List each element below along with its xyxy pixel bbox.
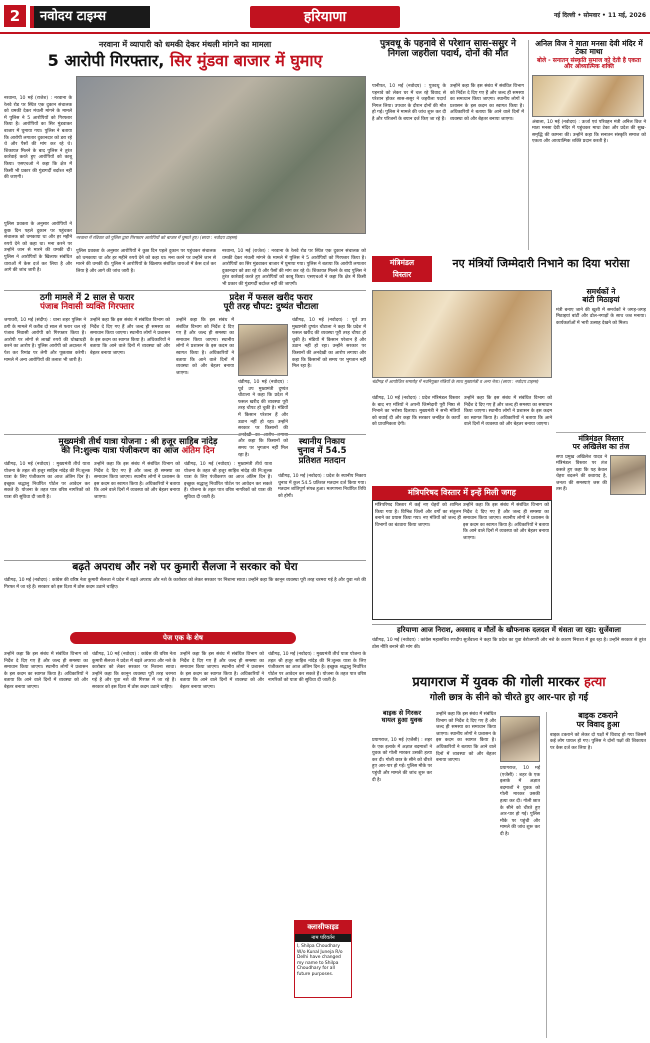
cabinet-tag-2: विस्तार bbox=[392, 270, 412, 279]
bike-story bbox=[372, 710, 432, 736]
classified-ad bbox=[294, 920, 352, 998]
classified-text: I, Shilpa Choudhary W/o Kunal Juneja R/o Delhi have changed my name to Shilpa Choudhary for all future purposes. bbox=[297, 944, 343, 977]
surjewala-headline: हरियाणा आज निराश, अवसाद व मौतों के खौफनाक दलदल में धंसता जा रहा: सुर्जेवाला bbox=[397, 626, 621, 634]
bike-dispute-headline-1: बाइक टकराने bbox=[578, 711, 618, 720]
akhilesh-headline-2: पर अखिलेश का तंज bbox=[572, 442, 630, 452]
supporters-story bbox=[556, 288, 646, 428]
lead-headline-black: 5 आरोपी गिरफ्तार, bbox=[47, 51, 165, 70]
dateline: नई दिल्ली • सोमवार • 11 मई, 2026 bbox=[553, 12, 646, 19]
prayagraj-victim-photo bbox=[500, 716, 540, 762]
bike-dispute-story bbox=[546, 712, 646, 1038]
election-headline bbox=[278, 438, 366, 466]
crop-body-col1: उन्होंने कहा कि इस संबंध में संबंधित विभाग को निर्देश दे दिए गए हैं और जल्द ही समस्या का समाधान किया जाएगा। स्थानीय लोगों ने प्रशासन के इस कदम का स्वागत किया है। अधिकारियों ने बताया कि आने वाले दिनों में व्यवस्था को और बेहतर बनाया जाएगा। bbox=[176, 318, 234, 376]
classified-subtitle: नाम परिवर्तन bbox=[295, 934, 351, 942]
election-headline-2: चुनाव में 54.5 bbox=[297, 446, 347, 457]
lead-headline-red: सिर मुंडवा बाजार में घुमाए bbox=[169, 51, 323, 70]
lead-photo bbox=[76, 76, 366, 234]
page-number: 2 bbox=[4, 5, 26, 27]
supporters-body: मंत्री बनाए जाने की खुशी में समर्थकों ने जगह-जगह मिठाइयां बांटीं और ढोल-नगाड़ों के साथ जश्न मनाया। कार्यकर्ताओं में भारी उत्साह देखने को मिला। bbox=[556, 307, 646, 326]
divider bbox=[372, 624, 646, 625]
lead-body-col1: नरवाना, 10 मई (राजेश) : नरवाना के रेलवे रोड पर स्थित एक दुकान संचालक को धमकी देकर मंथली मांगने के मामले में पुलिस ने 5 आरोपियों को गिरफ्तार किया है। आरोपियों का सिर मुंडवाकर बाजार में घुमाया गया। पुलिस ने बताया कि आरोपी लगातार दुकानदार को डरा रहे थे और पैसों की मांग कर रहे थे। शिकायत मिलने के बाद पुलिस ने तुरंत कार्रवाई करते हुए आरोपियों को काबू किया। एसएचओ ने कहा कि क्षेत्र में किसी भी प्रकार की गुंडागर्दी बर्दाश्त नहीं की जाएगी। bbox=[4, 96, 72, 181]
anil-vij-photo bbox=[532, 75, 644, 117]
prayagraj-subhead: गोली छात्र के सीने को चीरते हुए आर-पार हो गई bbox=[429, 693, 589, 703]
crop-headline bbox=[176, 294, 366, 313]
crop-body-col3: चंडीगढ़, 10 मई (नवोदय) : पूर्व उप मुख्यमंत्री दुष्यंत चौटाला ने कहा कि प्रदेश में फसल खरीद की व्यवस्था पूरी तरह चौपट हो चुकी है। मंडियों में किसान परेशान हैं और उठान नहीं हो रहा। उन्होंने सरकार पर किसानों की अनदेखी का आरोप लगाया और कहा कि किसानों को समय पर भुगतान नहीं मिल रहा है। bbox=[292, 318, 366, 370]
cabinet-headline: नए मंत्रियों जिम्मेदारी निभाने का दिया भरोसा bbox=[452, 257, 630, 270]
lead-body-col1b: पुलिस प्रवक्ता के अनुसार आरोपियों ने कुछ दिन पहले दुकान पर पहुंचकर संचालक को धमकाया था और हर महीने रुपये देने को कहा था। मना करने पर उन्होंने जान से मारने की धमकी दी। पुलिस ने आरोपियों के खिलाफ संबंधित धाराओं में केस दर्ज कर लिया है और आगे की जांच जारी है। bbox=[4, 222, 72, 274]
cabinet-tag-1: मंत्रिमंडल bbox=[389, 258, 415, 267]
bike-headline-2: घायल हुआ युवक bbox=[381, 716, 423, 725]
divider bbox=[4, 434, 366, 435]
pilgrimage-headline-red: अंतिम दिन bbox=[181, 446, 215, 457]
lead-kicker: नरवाना में व्यापारी को धमकी देकर मंथली मांगने का मामला bbox=[98, 40, 272, 49]
pilgrimage-body-col3: चंडीगढ़, 10 मई (नवोदय) : मुख्यमंत्री तीर्थ यात्रा योजना के तहत श्री हजूर साहिब नांदेड़ की नि:शुल्क यात्रा के लिए पंजीकरण का आज अंतिम दिन है। इच्छुक श्रद्धालु निर्धारित पोर्टल पर आवेदन कर सकते हैं। योजना के तहत पात्र वरिष्ठ नागरिकों को यात्रा की सुविधा दी जाती है। bbox=[184, 462, 272, 500]
spurious-body-col1: पानीपत, 10 मई (नवोदय) : पुत्रवधू के पहनावे को लेकर घर में चल रहे विवाद से परेशान होकर सास-ससुर ने जहरीला पदार्थ निगल लिया। उपचार के दौरान दोनों की मौत हो गई। पुलिस ने मामले की जांच शुरू कर दी है और परिजनों के बयान दर्ज किए जा रहे हैं। bbox=[372, 84, 446, 122]
continued-col3: उन्होंने कहा कि इस संबंध में संबंधित विभाग को निर्देश दे दिए गए हैं और जल्द ही समस्या का समाधान किया जाएगा। स्थानीय लोगों ने प्रशासन के इस कदम का स्वागत किया है। अधिकारियों ने बताया कि आने वाले दिनों में व्यवस्था को और बेहतर बनाया जाएगा। bbox=[180, 652, 264, 690]
lead-body-col2: पुलिस प्रवक्ता के अनुसार आरोपियों ने कुछ दिन पहले दुकान पर पहुंचकर संचालक को धमकाया था और हर महीने रुपये देने को कहा था। मना करने पर उन्होंने जान से मारने की धमकी दी। पुलिस ने आरोपियों के खिलाफ संबंधित धाराओं में केस दर्ज कर लिया है और आगे की जांच जारी है। bbox=[76, 249, 216, 274]
akhilesh-body: सपा प्रमुख अखिलेश यादव ने मंत्रिमंडल विस्तार पर तंज कसते हुए कहा कि यह केवल चेहरा बदलने की कवायद है, जनता की समस्याएं जस की तस हैं। bbox=[556, 454, 607, 493]
cabinet-sub-body-col1: मंत्रिपरिषद विस्तार में कई नए चेहरों को शामिल किया गया है। विभिन्न जिलों और वर्गों का संतुलन बनाने का प्रयास किया गया। नए मंत्रियों को जल्द ही विभागों का बंटवारा किया जाएगा। bbox=[375, 503, 461, 528]
lead-caption: नरवाना में रविवार को पुलिस द्वारा गिरफ्तार आरोपियों को बाजार में घुमाते हुए। (छाया : नवोदय टाइम्स) bbox=[76, 236, 238, 241]
lead-headline bbox=[4, 52, 366, 70]
cabinet-tag bbox=[372, 256, 432, 282]
cabinet-sub-body-col2: उन्होंने कहा कि इस संबंध में संबंधित विभाग को निर्देश दे दिए गए हैं और जल्द ही समस्या का समाधान किया जाएगा। स्थानीय लोगों ने प्रशासन के इस कदम का स्वागत किया है। अधिकारियों ने बताया कि आने वाले दिनों में व्यवस्था को और बेहतर बनाया जाएगा। bbox=[463, 503, 549, 541]
anil-vij-subhead: बोले - सनातन संस्कृति समाज को देती है एकता और आध्यात्मिक शक्ति bbox=[537, 56, 641, 71]
prayagraj-body-col1: प्रयागराज, 10 मई (एजेंसी) : शहर के एक इलाके में अज्ञात बदमाशों ने युवक को गोली मारकर उसकी हत्या कर दी। गोली छात्र के सीने को चीरते हुए आर-पार हो गई। पुलिस मौके पर पहुंची और मामले की जांच शुरू कर दी है। bbox=[372, 738, 432, 783]
page-one-continued-strip: पेज एक के शेष bbox=[70, 632, 296, 644]
fraud-headline-red: पंजाब निवासी व्यक्ति गिरफ्तार bbox=[40, 302, 134, 313]
continued-col2: चंडीगढ़, 10 मई (नवोदय) : कांग्रेस की वरिष्ठ नेता कुमारी सैलजा ने प्रदेश में बढ़ते अपराध और नशे के कारोबार को लेकर सरकार पर निशाना साधा। उन्होंने कहा कि कानून व्यवस्था पूरी तरह चरमरा गई है और युवा नशे की गिरफ्त में जा रहे हैं। सरकार को इस दिशा में ठोस कदम उठाने चाहिए। bbox=[92, 652, 176, 690]
anil-vij-body: अंबाला, 10 मई (नवोदय) : ऊर्जा एवं परिवहन मंत्री अनिल विज ने माता मनसा देवी मंदिर में पहुंचकर माथा टेका और प्रदेश की सुख-समृद्धि की कामना की। उन्होंने कहा कि सनातन संस्कृति समाज को एकता और आध्यात्मिक शक्ति प्रदान करती है। bbox=[532, 119, 646, 145]
selja-body: चंडीगढ़, 10 मई (नवोदय) : कांग्रेस की वरिष्ठ नेता कुमारी सैलजा ने प्रदेश में बढ़ते अपराध और नशे के कारोबार को लेकर सरकार पर निशाना साधा। उन्होंने कहा कि कानून व्यवस्था पूरी तरह चरमरा गई है और युवा नशे की गिरफ्त में जा रहे हैं। सरकार को इस दिशा में ठोस कदम उठाने चाहिए। bbox=[4, 578, 366, 590]
bike-dispute-headline-2: पर विवाद हुआ bbox=[576, 719, 620, 729]
pilgrimage-body-col2: उन्होंने कहा कि इस संबंध में संबंधित विभाग को निर्देश दे दिए गए हैं और जल्द ही समस्या का समाधान किया जाएगा। स्थानीय लोगों ने प्रशासन के इस कदम का स्वागत किया है। अधिकारियों ने बताया कि आने वाले दिनों में व्यवस्था को और बेहतर बनाया जाएगा। bbox=[94, 462, 180, 500]
logo-text: नवोदय टाइम्स bbox=[40, 9, 107, 24]
supporters-headline-2: बांटी मिठाइयां bbox=[582, 295, 620, 305]
prayagraj-headline-red: हत्या bbox=[584, 675, 606, 690]
prayagraj-body-col2: उन्होंने कहा कि इस संबंध में संबंधित विभाग को निर्देश दे दिए गए हैं और जल्द ही समस्या का समाधान किया जाएगा। स्थानीय लोगों ने प्रशासन के इस कदम का स्वागत किया है। अधिकारियों ने बताया कि आने वाले दिनों में व्यवस्था को और बेहतर बनाया जाएगा। bbox=[436, 712, 496, 764]
anil-vij-headline: अनिल विज ने माता मनसा देवी मंदिर में टेका माथा bbox=[535, 39, 643, 57]
anil-vij-story bbox=[528, 40, 646, 250]
fraud-headline bbox=[4, 294, 170, 313]
cabinet-photo bbox=[372, 290, 552, 378]
lead-body-col3: नरवाना, 10 मई (राजेश) : नरवाना के रेलवे रोड पर स्थित एक दुकान संचालक को धमकी देकर मंथली मांगने के मामले में पुलिस ने 5 आरोपियों को गिरफ्तार किया है। आरोपियों का सिर मुंडवाकर बाजार में घुमाया गया। पुलिस ने बताया कि आरोपी लगातार दुकानदार को डरा रहे थे और पैसों की मांग कर रहे थे। शिकायत मिलने के बाद पुलिस ने तुरंत कार्रवाई करते हुए आरोपियों को काबू किया। एसएचओ ने कहा कि क्षेत्र में किसी भी प्रकार की गुंडागर्दी बर्दाश्त नहीं की जाएगी। bbox=[222, 249, 366, 287]
divider bbox=[4, 290, 366, 291]
cabinet-body-col2: उन्होंने कहा कि इस संबंध में संबंधित विभाग को निर्देश दे दिए गए हैं और जल्द ही समस्या का समाधान किया जाएगा। स्थानीय लोगों ने प्रशासन के इस कदम का स्वागत किया है। अधिकारियों ने बताया कि आने वाले दिनों में व्यवस्था को और बेहतर बनाया जाएगा। bbox=[464, 396, 552, 428]
fraud-body-col1: जगाधरी, 10 मई (संदीप) : थाना शहर पुलिस ने ठगी के मामले में करीब दो साल से फरार चल रहे पंजाब निवासी आरोपी को गिरफ्तार किया है। आरोपी पर लोगों से लाखों रुपये की धोखाधड़ी करने का आरोप है। पुलिस आरोपी को अदालत में पेश कर रिमांड पर लेगी और पूछताछ करेगी। मामले में अन्य आरोपियों की तलाश भी जारी है। bbox=[4, 318, 86, 363]
fraud-headline-black: ठगी मामले में 2 साल से फरार bbox=[40, 293, 134, 303]
bike-dispute-body: बाइक टकराने को लेकर दो पक्षों में विवाद हो गया जिसमें कई लोग घायल हो गए। पुलिस ने दोनों पक्षों की शिकायत पर केस दर्ज कर लिया है। bbox=[550, 732, 646, 751]
section-title: हरियाणा bbox=[250, 6, 400, 28]
prayagraj-body-col3: प्रयागराज, 10 मई (एजेंसी) : शहर के एक इलाके में अज्ञात बदमाशों ने युवक को गोली मारकर उसकी हत्या कर दी। गोली छात्र के सीने को चीरते हुए आर-पार हो गई। पुलिस मौके पर पहुंची और मामले की जांच शुरू कर दी है। bbox=[500, 766, 540, 837]
cabinet-subheadline: मंत्रिपरिषद विस्तार में इन्हें मिली जगह bbox=[372, 486, 552, 500]
supporters-headline-1: समर्थकों ने bbox=[586, 287, 616, 296]
akhilesh-headline-1: मंत्रिमंडल विस्तार bbox=[578, 434, 624, 443]
akhilesh-story bbox=[556, 432, 646, 622]
cabinet-caption: चंडीगढ़ में आयोजित समारोह में नवनियुक्त मंत्रियों के साथ मुख्यमंत्री व अन्य नेता। (छाया : नवोदय टाइम्स) bbox=[372, 380, 539, 385]
pilgrimage-headline bbox=[4, 438, 272, 457]
spurious-headline: पुत्रवधू के पहनावे से परेशान सास-ससुर ने निगला जहरीला पदार्थ, दोनों की मौत bbox=[380, 39, 516, 59]
classified-title: क्लासीफाइड bbox=[295, 921, 351, 934]
cabinet-body-col1: चंडीगढ़, 10 मई (नवोदय) : प्रदेश मंत्रिमंडल विस्तार के बाद नए मंत्रियों ने अपनी जिम्मेदारी पूरी निष्ठा से निभाने का भरोसा दिलाया। मुख्यमंत्री ने सभी मंत्रियों को बधाई दी और कहा कि सरकार जनहित के कार्यों को प्राथमिकता देगी। bbox=[372, 396, 460, 428]
crop-portrait bbox=[238, 324, 288, 376]
election-headline-3: प्रतिशत मतदान bbox=[298, 455, 346, 466]
akhilesh-portrait bbox=[610, 455, 646, 495]
continued-col1: उन्होंने कहा कि इस संबंध में संबंधित विभाग को निर्देश दे दिए गए हैं और जल्द ही समस्या का समाधान किया जाएगा। स्थानीय लोगों ने प्रशासन के इस कदम का स्वागत किया है। अधिकारियों ने बताया कि आने वाले दिनों में व्यवस्था को और बेहतर बनाया जाएगा। bbox=[4, 652, 88, 690]
crop-body-col2: चंडीगढ़, 10 मई (नवोदय) : पूर्व उप मुख्यमंत्री दुष्यंत चौटाला ने कहा कि प्रदेश में फसल खरीद की व्यवस्था पूरी तरह चौपट हो चुकी है। मंडियों में किसान परेशान हैं और उठान नहीं हो रहा। उन्होंने सरकार पर किसानों की अनदेखी का आरोप लगाया और कहा कि किसानों को समय पर भुगतान नहीं मिल रहा है। bbox=[238, 380, 288, 458]
pilgrimage-headline-2: की नि:शुल्क यात्रा पंजीकरण का आज bbox=[61, 446, 179, 457]
continued-col4: चंडीगढ़, 10 मई (नवोदय) : मुख्यमंत्री तीर्थ यात्रा योजना के तहत श्री हजूर साहिब नांदेड़ की नि:शुल्क यात्रा के लिए पंजीकरण का आज अंतिम दिन है। इच्छुक श्रद्धालु निर्धारित पोर्टल पर आवेदन कर सकते हैं। योजना के तहत पात्र वरिष्ठ नागरिकों को यात्रा की सुविधा दी जाती है। bbox=[268, 652, 366, 684]
election-body: चंडीगढ़, 10 मई (नवोदय) : प्रदेश के स्थानीय निकाय चुनाव में कुल 54.5 प्रतिशत मतदान दर्ज किया गया। मतदान शांतिपूर्ण संपन्न हुआ। मतगणना निर्धारित तिथि को होगी। bbox=[278, 474, 366, 499]
surjewala-body: चंडीगढ़, 10 मई (नवोदय) : कांग्रेस महासचिव रणदीप सुर्जेवाला ने कहा कि प्रदेश का युवा बेरोजगारी और नशे के कारण निराशा में डूब रहा है। उन्होंने सरकार से तुरंत ठोस नीति बनाने की मांग की। bbox=[372, 638, 646, 650]
selja-headline: बढ़ते अपराध और नशे पर कुमारी सैलजा ने सरकार को घेरा bbox=[72, 561, 298, 573]
spurious-body-col2: उन्होंने कहा कि इस संबंध में संबंधित विभाग को निर्देश दे दिए गए हैं और जल्द ही समस्या का समाधान किया जाएगा। स्थानीय लोगों ने प्रशासन के इस कदम का स्वागत किया है। अधिकारियों ने बताया कि आने वाले दिनों में व्यवस्था को और बेहतर बनाया जाएगा। bbox=[450, 84, 524, 122]
cabinet-sub-box bbox=[372, 500, 552, 620]
crop-headline-1: प्रदेश में फसल खरीद फरार bbox=[229, 293, 313, 303]
election-headline-1: स्थानीय निकाय bbox=[298, 437, 346, 447]
pilgrimage-body-col1: चंडीगढ़, 10 मई (नवोदय) : मुख्यमंत्री तीर्थ यात्रा योजना के तहत श्री हजूर साहिब नांदेड़ की नि:शुल्क यात्रा के लिए पंजीकरण का आज अंतिम दिन है। इच्छुक श्रद्धालु निर्धारित पोर्टल पर आवेदन कर सकते हैं। योजना के तहत पात्र वरिष्ठ नागरिकों को यात्रा की सुविधा दी जाती है। bbox=[4, 462, 90, 500]
fraud-body-col2: उन्होंने कहा कि इस संबंध में संबंधित विभाग को निर्देश दे दिए गए हैं और जल्द ही समस्या का समाधान किया जाएगा। स्थानीय लोगों ने प्रशासन के इस कदम का स्वागत किया है। अधिकारियों ने बताया कि आने वाले दिनों में व्यवस्था को और बेहतर बनाया जाएगा। bbox=[90, 318, 170, 356]
bike-headline-1: बाइक से गिरकर bbox=[382, 709, 422, 717]
newspaper-logo bbox=[30, 6, 150, 28]
crop-headline-2: पूरी तरह चौपट: दुष्यंत चौटाला bbox=[223, 302, 319, 313]
pilgrimage-headline-1: मुख्यमंत्री तीर्थ यात्रा योजना : श्री हजूर साहिब नांदेड़ bbox=[58, 437, 218, 447]
prayagraj-headline bbox=[372, 676, 646, 690]
prayagraj-headline-black: प्रयागराज में युवक की गोली मारकर bbox=[412, 675, 580, 690]
